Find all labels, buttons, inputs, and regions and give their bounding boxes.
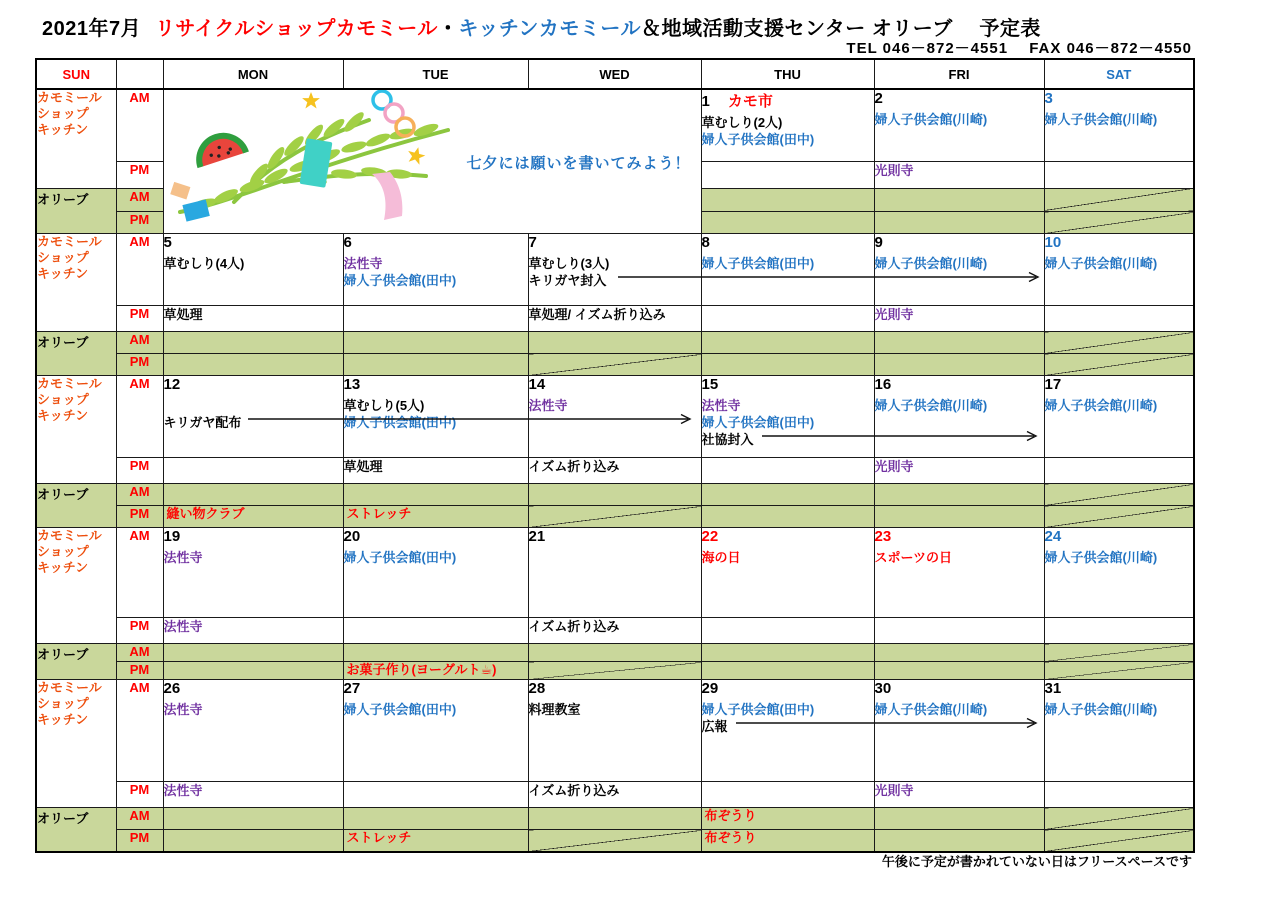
event-line: スポーツの日	[874, 550, 952, 565]
date-number-30: 30	[874, 680, 892, 697]
event-line: イズム折り込み	[528, 459, 620, 474]
event-line: 光則寺	[874, 307, 914, 322]
date-badge: カモ市	[727, 93, 773, 110]
day-am-cell-6	[343, 234, 528, 306]
tanabata-cell	[163, 89, 701, 234]
week-3-olive-am-row	[36, 484, 1194, 506]
event-line: 婦人子供会館(川崎)	[1044, 702, 1158, 717]
kamomile-section-label: カモミール ショップ キッチン	[36, 234, 116, 332]
day-am-cell-26	[163, 680, 343, 782]
event-line: 婦人子供会館(田中)	[343, 550, 457, 565]
event-line: キリガヤ封入	[528, 273, 607, 288]
event-line: お菓子作り(ヨーグルト☕)	[346, 662, 497, 677]
day-pm-cell-19	[163, 618, 343, 644]
tanzaku-pink	[372, 172, 402, 220]
week-4-olive-pm-row	[36, 662, 1194, 680]
day-pm-cell-13	[343, 458, 528, 484]
olive-am-cell-30	[874, 808, 1044, 830]
event-line: 草処理	[163, 307, 203, 322]
olive-am-cell-27	[343, 808, 528, 830]
olive-am-cell-8	[701, 332, 874, 354]
day-pm-cell-20	[343, 618, 528, 644]
olive-section-label: オリーブ	[36, 644, 116, 680]
olive-am-cell-23	[874, 644, 1044, 662]
date-number-19: 19	[163, 528, 181, 545]
date-number-3: 3	[1044, 90, 1053, 107]
date-line	[344, 234, 528, 252]
day-am-cell-8	[701, 234, 874, 306]
pm-row-label: PM	[116, 306, 163, 332]
olive-pm-cell-27	[343, 830, 528, 852]
date-number-15: 15	[701, 376, 719, 393]
olive-pm-cell-22	[701, 662, 874, 680]
olive-section-label: オリーブ	[36, 808, 116, 852]
olive-pm-cell-23	[874, 662, 1044, 680]
olive-am-cell-5	[163, 332, 343, 354]
event-line: イズム折り込み	[528, 619, 620, 634]
olive-am-cell-15	[701, 484, 874, 506]
olive-am-cell-2	[874, 188, 1044, 212]
day-am-cell-19	[163, 528, 343, 618]
header-cell-blank	[116, 59, 163, 89]
date-number-13: 13	[343, 376, 361, 393]
olive-pm-cell-6	[343, 354, 528, 376]
event-line: 社協封入	[701, 432, 754, 447]
date-number-1: 1	[701, 93, 710, 110]
date-line	[164, 376, 343, 394]
event-line: 婦人子供会館(川崎)	[1044, 256, 1158, 271]
event-line: 法性寺	[343, 256, 383, 271]
olive-am-cell-22	[701, 644, 874, 662]
event-line: 婦人子供会館(田中)	[343, 415, 457, 430]
event-line: 料理教室	[528, 702, 581, 717]
event-line: 草むしり(5人)	[343, 398, 425, 413]
date-line	[1045, 680, 1194, 698]
day-am-cell-3	[1044, 89, 1194, 161]
event-line: 婦人子供会館(川崎)	[874, 256, 988, 271]
week-4-pm-row	[36, 618, 1194, 644]
event-line: 婦人子供会館(川崎)	[874, 398, 988, 413]
olive-am-cell-29	[701, 808, 874, 830]
kamomile-section-label: カモミール ショップ キッチン	[36, 680, 116, 808]
title-rest: ＆地域活動支援センター オリーブ 予定表	[641, 18, 1041, 40]
day-am-cell-14	[528, 376, 701, 458]
date-line	[1045, 528, 1194, 546]
day-pm-cell-24	[1044, 618, 1194, 644]
week-5-olive-am-row	[36, 808, 1194, 830]
day-pm-cell-5	[163, 306, 343, 332]
olive-pm-cell-16	[874, 506, 1044, 528]
olive-am-cell-16	[874, 484, 1044, 506]
date-line	[344, 528, 528, 546]
event-line: 婦人子供会館(田中)	[701, 132, 815, 147]
week-5-am-row	[36, 680, 1194, 782]
day-am-cell-7	[528, 234, 701, 306]
event-line: 法性寺	[163, 702, 203, 717]
olive-pm-cell-7	[528, 354, 701, 376]
event-line: 草むしり(4人)	[163, 256, 245, 271]
footnote: 午後に予定が書かれていない日はフリースペースです	[881, 854, 1192, 869]
event-line: 法性寺	[163, 783, 203, 798]
am-row-label: AM	[116, 528, 163, 618]
event-line: 草むしり(2人)	[701, 115, 783, 130]
date-number-27: 27	[343, 680, 361, 697]
olive-pm-cell-5	[163, 354, 343, 376]
day-pm-cell-17	[1044, 458, 1194, 484]
date-line	[529, 234, 701, 252]
day-pm-cell-31	[1044, 782, 1194, 808]
event-line: 婦人子供会館(川崎)	[874, 702, 988, 717]
date-number-6: 6	[343, 234, 352, 251]
event-line: 広報	[701, 719, 728, 734]
week-1-am-row	[36, 89, 1194, 161]
date-number-20: 20	[343, 528, 361, 545]
date-line	[164, 528, 343, 546]
olive-pm-cell-21	[528, 662, 701, 680]
event-line: 草処理	[343, 459, 383, 474]
day-am-cell-5	[163, 234, 343, 306]
day-pm-cell-16	[874, 458, 1044, 484]
week-5-olive-pm-row	[36, 830, 1194, 852]
day-pm-cell-26	[163, 782, 343, 808]
event-line: 法性寺	[701, 398, 741, 413]
date-line	[702, 90, 874, 111]
olive-am-row-label: AM	[116, 188, 163, 212]
olive-am-cell-31	[1044, 808, 1194, 830]
olive-pm-row-label: PM	[116, 662, 163, 680]
date-line	[529, 528, 701, 546]
olive-section-label: オリーブ	[36, 484, 116, 528]
header-cell-thu: THU	[701, 59, 874, 89]
week-3-am-row	[36, 376, 1194, 458]
olive-pm-cell-31	[1044, 830, 1194, 852]
event-line: 縫い物クラブ	[166, 506, 245, 521]
date-line	[875, 234, 1044, 252]
watermelon-icon	[192, 130, 245, 168]
header-cell-wed: WED	[528, 59, 701, 89]
olive-pm-cell-19	[163, 662, 343, 680]
olive-am-cell-19	[163, 644, 343, 662]
day-pm-cell-29	[701, 782, 874, 808]
tel-fax-line: TEL 046－872－4551 FAX 046－872－4550	[846, 40, 1192, 57]
olive-am-row-label: AM	[116, 808, 163, 830]
olive-pm-cell-8	[701, 354, 874, 376]
day-am-cell-27	[343, 680, 528, 782]
date-number-12: 12	[163, 376, 181, 393]
olive-pm-cell-15	[701, 506, 874, 528]
day-am-cell-17	[1044, 376, 1194, 458]
olive-pm-cell-10	[1044, 354, 1194, 376]
day-pm-cell-10	[1044, 306, 1194, 332]
week-2-am-row	[36, 234, 1194, 306]
event-line: 布ぞうり	[704, 808, 757, 823]
date-number-31: 31	[1044, 680, 1062, 697]
olive-pm-row-label: PM	[116, 354, 163, 376]
date-line	[1045, 234, 1194, 252]
event-line: 婦人子供会館(田中)	[343, 273, 457, 288]
kamomile-section-label: カモミール ショップ キッチン	[36, 376, 116, 484]
pm-row-label: PM	[116, 161, 163, 188]
day-am-cell-29	[701, 680, 874, 782]
day-pm-cell-27	[343, 782, 528, 808]
tanzaku-blue	[182, 199, 209, 221]
event-line: 光則寺	[874, 459, 914, 474]
title-kitchen-name: キッチンカモミール	[458, 18, 642, 40]
calendar-table	[35, 58, 1195, 853]
olive-section-label: オリーブ	[36, 188, 116, 234]
week-3-olive-pm-row	[36, 506, 1194, 528]
header-cell-mon: MON	[163, 59, 343, 89]
week-4-am-row	[36, 528, 1194, 618]
day-am-cell-24	[1044, 528, 1194, 618]
olive-am-row-label: AM	[116, 332, 163, 354]
event-line: 布ぞうり	[704, 830, 757, 845]
date-number-23: 23	[874, 528, 892, 545]
kamomile-section-label: カモミール ショップ キッチン	[36, 89, 116, 188]
olive-pm-row-label: PM	[116, 830, 163, 852]
day-pm-cell-9	[874, 306, 1044, 332]
event-line: 婦人子供会館(田中)	[343, 702, 457, 717]
date-line	[1045, 376, 1194, 394]
event-line: 婦人子供会館(川崎)	[1044, 112, 1158, 127]
olive-pm-cell-12	[163, 506, 343, 528]
olive-pm-cell-30	[874, 830, 1044, 852]
olive-am-cell-28	[528, 808, 701, 830]
olive-am-cell-3	[1044, 188, 1194, 212]
date-number-9: 9	[874, 234, 883, 251]
event-line: ストレッチ	[346, 506, 412, 521]
date-line	[164, 680, 343, 698]
event-line: 草むしり(3人)	[528, 256, 610, 271]
olive-am-row-label: AM	[116, 644, 163, 662]
day-am-cell-20	[343, 528, 528, 618]
week-3-pm-row	[36, 458, 1194, 484]
day-am-cell-30	[874, 680, 1044, 782]
star-icon	[302, 92, 320, 109]
event-line: 婦人子供会館(田中)	[701, 702, 815, 717]
event-line: 草処理/ イズム折り込み	[528, 307, 666, 322]
olive-am-cell-9	[874, 332, 1044, 354]
week-2-olive-pm-row	[36, 354, 1194, 376]
day-am-cell-2	[874, 89, 1044, 161]
olive-pm-cell-17	[1044, 506, 1194, 528]
day-am-cell-1	[701, 89, 874, 161]
day-pm-cell-6	[343, 306, 528, 332]
date-line	[344, 680, 528, 698]
week-2-olive-am-row	[36, 332, 1194, 354]
date-number-7: 7	[528, 234, 537, 251]
week-2-pm-row	[36, 306, 1194, 332]
olive-am-cell-20	[343, 644, 528, 662]
date-number-17: 17	[1044, 376, 1062, 393]
day-pm-cell-7	[528, 306, 701, 332]
olive-pm-cell-20	[343, 662, 528, 680]
day-pm-cell-2	[874, 161, 1044, 188]
olive-am-cell-26	[163, 808, 343, 830]
date-line	[875, 528, 1044, 546]
date-number-26: 26	[163, 680, 181, 697]
pm-row-label: PM	[116, 458, 163, 484]
olive-am-cell-21	[528, 644, 701, 662]
date-number-16: 16	[874, 376, 892, 393]
week-5-pm-row	[36, 782, 1194, 808]
date-line	[164, 234, 343, 252]
date-number-2: 2	[874, 90, 883, 107]
event-line: 婦人子供会館(川崎)	[874, 112, 988, 127]
title-shop-name: リサイクルショップカモミール	[155, 18, 438, 40]
day-am-cell-23	[874, 528, 1044, 618]
date-number-5: 5	[163, 234, 172, 251]
day-pm-cell-3	[1044, 161, 1194, 188]
olive-am-cell-24	[1044, 644, 1194, 662]
olive-pm-cell-26	[163, 830, 343, 852]
event-line: 婦人子供会館(田中)	[701, 256, 815, 271]
day-pm-cell-30	[874, 782, 1044, 808]
event-line: キリガヤ配布	[163, 415, 242, 430]
header-cell-fri: FRI	[874, 59, 1044, 89]
day-pm-cell-23	[874, 618, 1044, 644]
day-am-cell-16	[874, 376, 1044, 458]
date-line	[875, 680, 1044, 698]
pm-row-label: PM	[116, 782, 163, 808]
star-icon	[405, 145, 426, 166]
event-line: 法性寺	[163, 619, 203, 634]
olive-am-cell-12	[163, 484, 343, 506]
date-number-24: 24	[1044, 528, 1062, 545]
olive-pm-cell-3	[1044, 212, 1194, 234]
olive-pm-row-label: PM	[116, 212, 163, 234]
day-pm-cell-8	[701, 306, 874, 332]
date-number-28: 28	[528, 680, 546, 697]
day-am-cell-15	[701, 376, 874, 458]
date-line	[702, 376, 874, 394]
olive-pm-cell-14	[528, 506, 701, 528]
header-cell-sat: SAT	[1044, 59, 1194, 89]
event-line: 婦人子供会館(田中)	[701, 415, 815, 430]
olive-am-cell-7	[528, 332, 701, 354]
olive-pm-row-label: PM	[116, 506, 163, 528]
olive-pm-cell-9	[874, 354, 1044, 376]
date-number-21: 21	[528, 528, 546, 545]
event-line: ストレッチ	[346, 830, 412, 845]
date-number-22: 22	[701, 528, 719, 545]
tanabata-banner: 七夕には願いを書いてみよう！	[466, 155, 691, 172]
header-cell-tue: TUE	[343, 59, 528, 89]
olive-pm-cell-28	[528, 830, 701, 852]
olive-am-row-label: AM	[116, 484, 163, 506]
day-am-cell-9	[874, 234, 1044, 306]
event-line: 法性寺	[163, 550, 203, 565]
event-line: 法性寺	[528, 398, 568, 413]
olive-am-cell-13	[343, 484, 528, 506]
event-line	[164, 397, 343, 414]
day-am-cell-13	[343, 376, 528, 458]
date-line	[1045, 90, 1194, 108]
tanabata-illustration	[164, 90, 464, 228]
event-line: 婦人子供会館(川崎)	[1044, 550, 1158, 565]
olive-pm-cell-2	[874, 212, 1044, 234]
calendar-header-row	[36, 59, 1194, 89]
day-pm-cell-28	[528, 782, 701, 808]
olive-am-cell-1	[701, 188, 874, 212]
day-am-cell-31	[1044, 680, 1194, 782]
olive-pm-cell-1	[701, 212, 874, 234]
date-line	[529, 376, 701, 394]
am-row-label: AM	[116, 89, 163, 161]
olive-pm-cell-13	[343, 506, 528, 528]
olive-section-label: オリーブ	[36, 332, 116, 376]
date-line	[875, 90, 1044, 108]
day-pm-cell-21	[528, 618, 701, 644]
event-line: イズム折り込み	[528, 783, 620, 798]
date-number-10: 10	[1044, 234, 1062, 251]
tanzaku-tan	[170, 182, 190, 200]
am-row-label: AM	[116, 376, 163, 458]
header-cell-sun: SUN	[36, 59, 116, 89]
event-line: 婦人子供会館(川崎)	[1044, 398, 1158, 413]
olive-am-cell-10	[1044, 332, 1194, 354]
am-row-label: AM	[116, 680, 163, 782]
event-line: 光則寺	[874, 783, 914, 798]
event-line: 光則寺	[874, 162, 914, 178]
day-am-cell-21	[528, 528, 701, 618]
date-line	[702, 234, 874, 252]
day-pm-cell-15	[701, 458, 874, 484]
event-line: 海の日	[701, 550, 741, 565]
date-number-14: 14	[528, 376, 546, 393]
am-row-label: AM	[116, 234, 163, 306]
day-pm-cell-1	[701, 161, 874, 188]
date-line	[344, 376, 528, 394]
date-line	[875, 376, 1044, 394]
day-am-cell-12	[163, 376, 343, 458]
title-month: 2021年7月	[42, 18, 142, 40]
day-pm-cell-22	[701, 618, 874, 644]
olive-pm-cell-29	[701, 830, 874, 852]
date-number-29: 29	[701, 680, 719, 697]
date-line	[702, 528, 874, 546]
day-am-cell-22	[701, 528, 874, 618]
date-line	[529, 680, 701, 698]
day-pm-cell-14	[528, 458, 701, 484]
day-am-cell-28	[528, 680, 701, 782]
date-number-8: 8	[701, 234, 710, 251]
olive-am-cell-14	[528, 484, 701, 506]
pm-row-label: PM	[116, 618, 163, 644]
day-am-cell-10	[1044, 234, 1194, 306]
week-4-olive-am-row	[36, 644, 1194, 662]
title-separator: ・	[437, 18, 459, 40]
olive-am-cell-6	[343, 332, 528, 354]
date-line	[702, 680, 874, 698]
day-pm-cell-12	[163, 458, 343, 484]
olive-am-cell-17	[1044, 484, 1194, 506]
olive-pm-cell-24	[1044, 662, 1194, 680]
kamomile-section-label: カモミール ショップ キッチン	[36, 528, 116, 644]
